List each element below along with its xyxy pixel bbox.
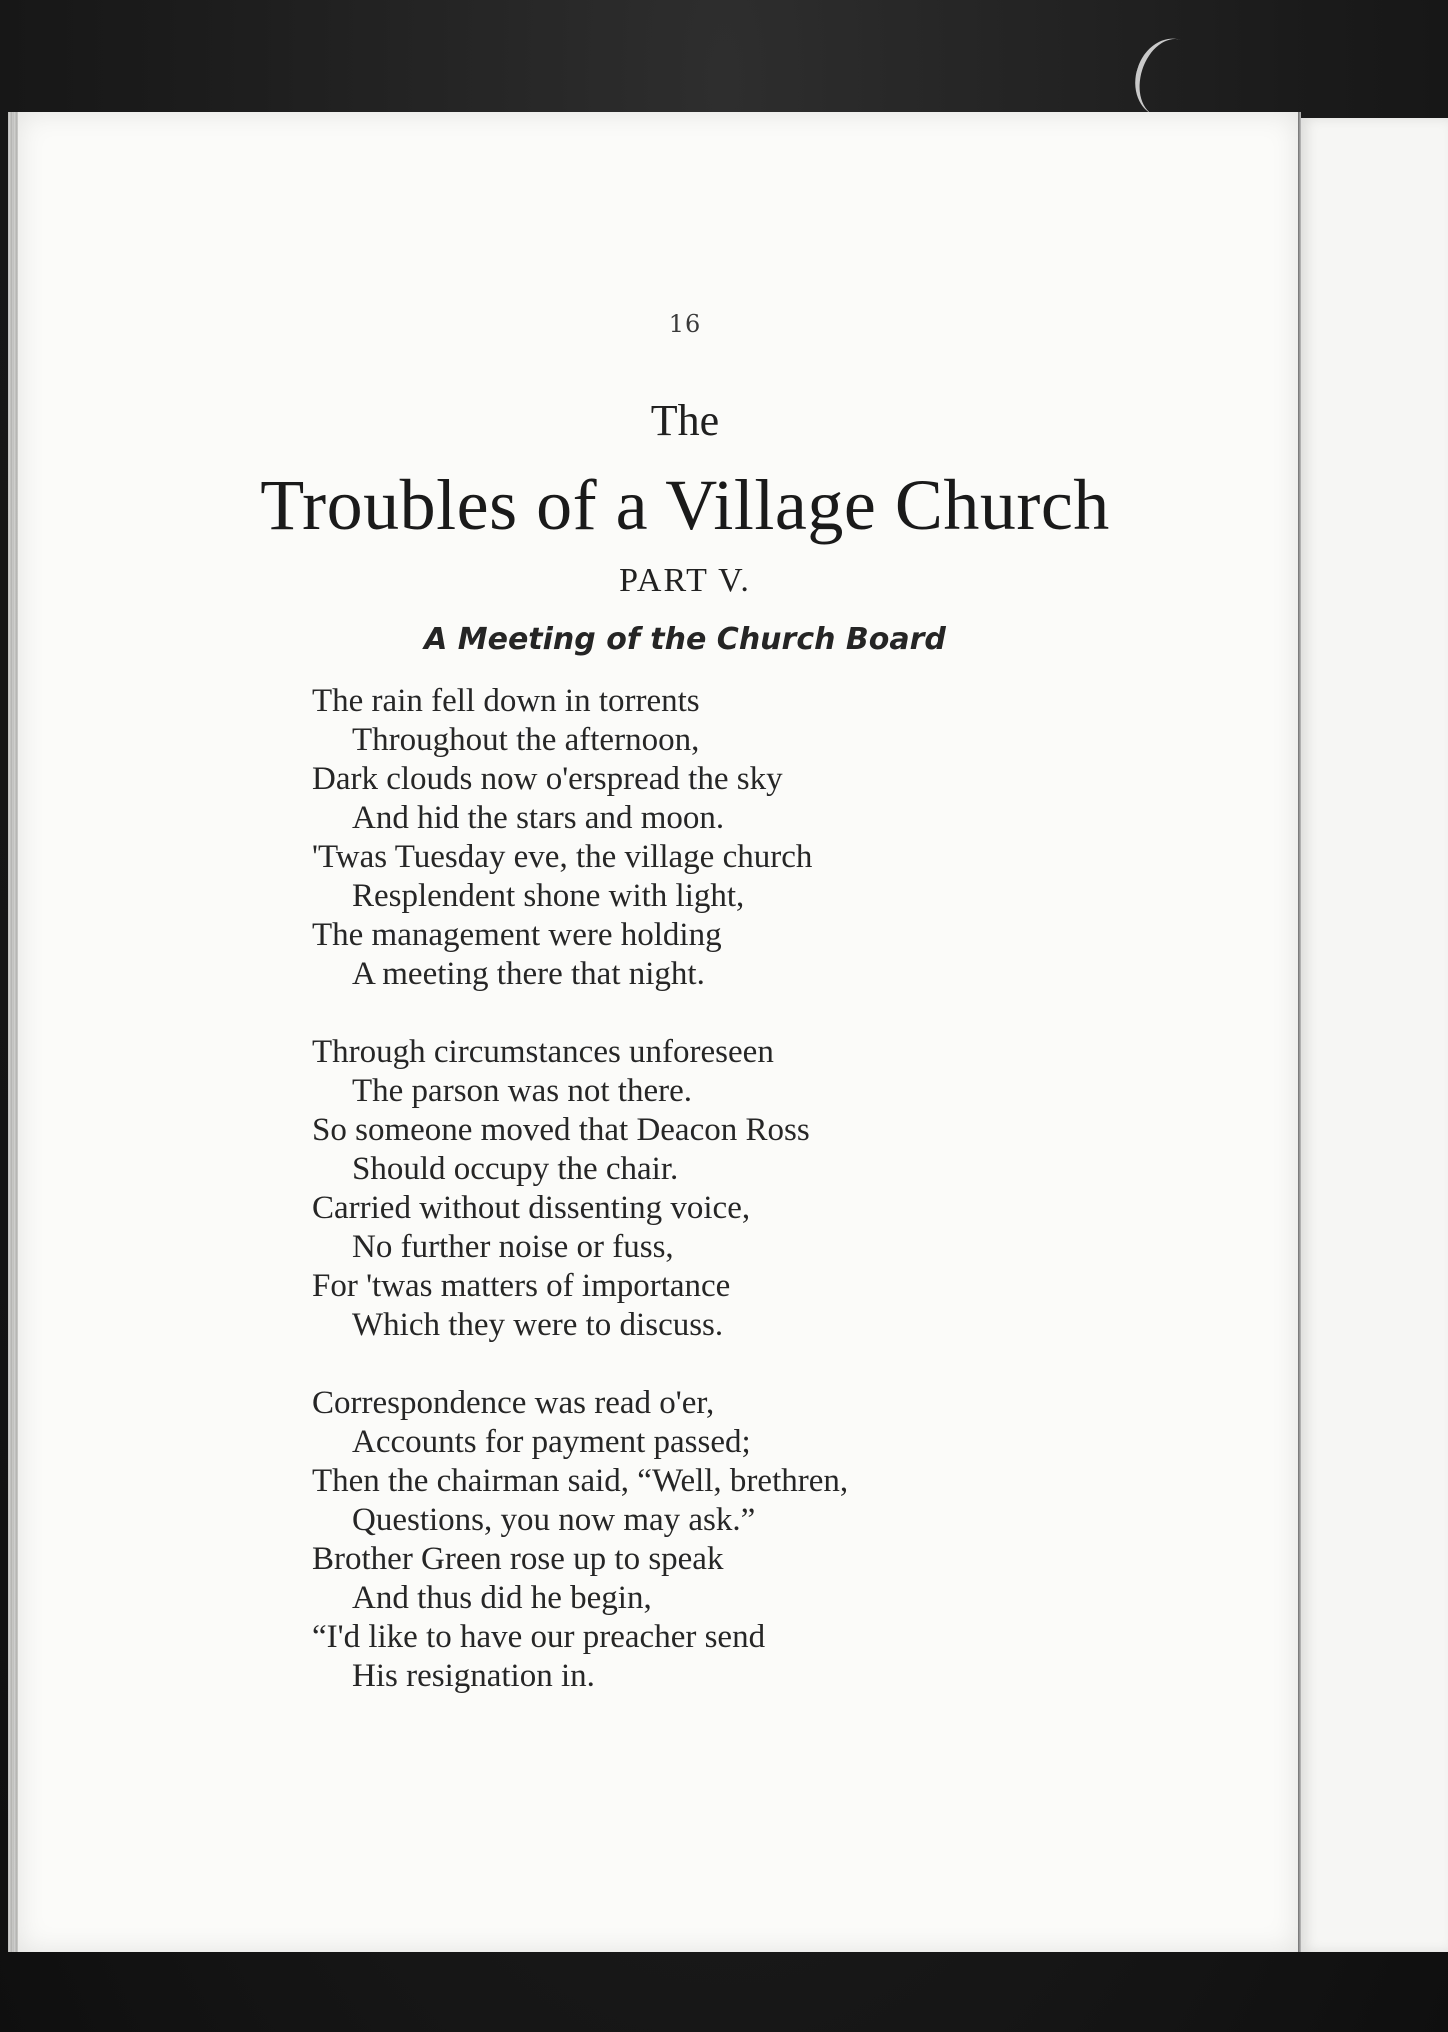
stanza-2 — [312, 1033, 1172, 1345]
poem-line: For 'twas matters of importance — [312, 1268, 731, 1304]
poem-line: Correspondence was read o'er, — [312, 1385, 715, 1421]
poem-line: “I'd like to have our preacher send — [312, 1619, 766, 1655]
poem-line: 'Twas Tuesday eve, the village church — [312, 839, 813, 875]
poem-line: Dark clouds now o'erspread the sky — [312, 761, 783, 797]
poem-line: The parson was not there. — [352, 1073, 692, 1109]
poem-line: Through circumstances unforeseen — [312, 1034, 774, 1070]
poem-line: And hid the stars and moon. — [352, 800, 725, 836]
poem-line: Throughout the afternoon, — [352, 722, 700, 758]
poem-line: Which they were to discuss. — [352, 1307, 724, 1343]
poem-line: Resplendent shone with light, — [352, 878, 745, 914]
poem-line: Accounts for payment passed; — [352, 1424, 751, 1460]
facing-page-edge — [1301, 118, 1448, 1952]
stanza-3 — [312, 1384, 1172, 1696]
stanza-1 — [312, 682, 1172, 994]
poem-line: The rain fell down in torrents — [312, 683, 700, 719]
poem-line: Should occupy the chair. — [352, 1151, 679, 1187]
poem-line: Carried without dissenting voice, — [312, 1190, 751, 1226]
poem-line: Questions, you now may ask.” — [352, 1502, 756, 1538]
section-subtitle: A Meeting of the Church Board — [424, 622, 946, 657]
poem-line: Then the chairman said, “Well, brethren, — [312, 1463, 849, 1499]
poem-line: Brother Green rose up to speak — [312, 1541, 724, 1577]
poem-line: His resignation in. — [352, 1658, 595, 1694]
part-heading: PART V. — [619, 562, 751, 599]
poem-line: A meeting there that night. — [352, 956, 705, 992]
poem-line: No further noise or fuss, — [352, 1229, 674, 1265]
poem-body — [312, 682, 1172, 1735]
page-number: 16 — [668, 310, 702, 338]
poem-line: And thus did he begin, — [352, 1580, 652, 1616]
poem-line: So someone moved that Deacon Ross — [312, 1112, 810, 1148]
title-prefix: The — [650, 396, 720, 445]
page-title: Troubles of a Village Church — [260, 465, 1110, 545]
poem-line: The management were holding — [312, 917, 722, 953]
book-gutter — [1298, 112, 1301, 1952]
